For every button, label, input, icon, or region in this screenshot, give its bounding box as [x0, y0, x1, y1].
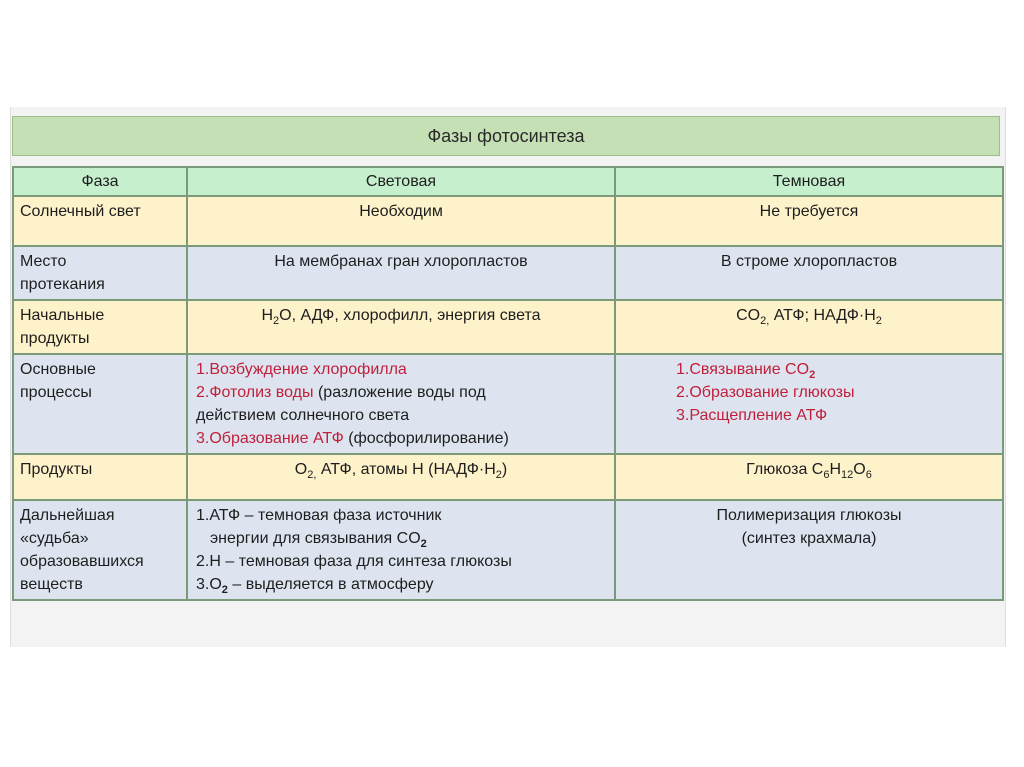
- subscript: 2: [420, 538, 427, 551]
- row-sunlight: [13, 196, 1003, 246]
- row-label: [13, 354, 187, 454]
- subscript: 2: [875, 315, 882, 328]
- formula-text: H: [829, 461, 842, 478]
- label-line: Основные: [20, 361, 96, 378]
- row-label: [13, 300, 187, 354]
- formula-text: CO: [736, 307, 761, 324]
- label-line: Начальные: [20, 307, 105, 324]
- label-line: процессы: [20, 384, 92, 401]
- process-item: 3.Расщепление АТФ: [676, 407, 828, 424]
- cell-dark: [615, 354, 1003, 454]
- subscript: 2: [495, 469, 502, 482]
- row-location: [13, 246, 1003, 300]
- label-line: веществ: [20, 576, 83, 593]
- header-phase: Фаза: [13, 167, 187, 196]
- subscript: 2,: [760, 315, 770, 328]
- subscript: 12: [841, 469, 854, 482]
- cell-light: [187, 354, 615, 454]
- label-line: продукты: [20, 330, 90, 347]
- fate-item: [196, 527, 427, 550]
- photosynthesis-phases-table: [12, 166, 1004, 601]
- fate-text: 3.O: [196, 576, 222, 593]
- cell-light: [187, 300, 615, 354]
- label-line: Дальнейшая: [20, 507, 115, 524]
- subscript: 6: [865, 469, 872, 482]
- formula-text: Глюкоза C: [746, 461, 824, 478]
- cell-light: [187, 454, 615, 500]
- formula-text: H: [261, 307, 274, 324]
- cell-light: [187, 500, 615, 600]
- process-note: действием солнечного света: [196, 407, 410, 424]
- cell-light: На мембранах гран хлоропластов: [187, 246, 615, 300]
- subscript: 6: [823, 469, 830, 482]
- row-fate: [13, 500, 1003, 600]
- table-title: Фазы фотосинтеза: [12, 116, 1000, 156]
- label-line: «судьба»: [20, 530, 89, 547]
- subscript: 2,: [307, 469, 317, 482]
- row-label: [13, 246, 187, 300]
- label-line: образовавшихся: [20, 553, 144, 570]
- subscript: 2: [809, 369, 816, 382]
- header-dark: Темновая: [615, 167, 1003, 196]
- process-item: 3.Образование АТФ: [196, 430, 344, 447]
- row-products: [13, 454, 1003, 500]
- process-item: 2.Образование глюкозы: [676, 384, 855, 401]
- cell-dark: [615, 300, 1003, 354]
- cell-dark: Не требуется: [615, 196, 1003, 246]
- fate-text: – выделяется в атмосферу: [227, 576, 434, 593]
- label-line: Место: [20, 253, 67, 270]
- header-light: Световая: [187, 167, 615, 196]
- cell-text: АТФ; НАДФ·H: [769, 307, 876, 324]
- process-note: (разложение воды под: [313, 384, 486, 401]
- label-line: протекания: [20, 276, 105, 293]
- process-item: 2.Фотолиз воды: [196, 384, 314, 401]
- row-initial-products: [13, 300, 1003, 354]
- process-item: 1.Связывание CO: [676, 361, 810, 378]
- cell-text: АТФ, атомы H (НАДФ·H: [316, 461, 496, 478]
- process-note: (фосфорилирование): [343, 430, 509, 447]
- cell-light: Необходим: [187, 196, 615, 246]
- cell-text: ): [501, 461, 508, 478]
- fate-item: [196, 576, 434, 597]
- cell-dark: [615, 500, 1003, 600]
- header-row: [13, 167, 1003, 196]
- row-label: Солнечный свет: [13, 196, 187, 246]
- row-label: [13, 500, 187, 600]
- cell-text: O, АДФ, хлорофилл, энергия света: [279, 307, 541, 324]
- fate-item: (синтез крахмала): [741, 530, 877, 547]
- fate-text: энергии для связывания CO: [210, 530, 421, 547]
- fate-item: 2.H – темновая фаза для синтеза глюкозы: [196, 553, 512, 570]
- cell-dark: [615, 454, 1003, 500]
- cell-dark: В строме хлоропластов: [615, 246, 1003, 300]
- formula-text: O: [294, 461, 308, 478]
- subscript: 2: [273, 315, 280, 328]
- subscript: 2: [221, 584, 228, 597]
- fate-item: 1.АТФ – темновая фаза источник: [196, 507, 442, 524]
- row-label: Продукты: [13, 454, 187, 500]
- process-item: 1.Возбуждение хлорофилла: [196, 361, 407, 378]
- fate-item: Полимеризация глюкозы: [716, 507, 902, 524]
- formula-text: O: [853, 461, 866, 478]
- row-main-processes: [13, 354, 1003, 454]
